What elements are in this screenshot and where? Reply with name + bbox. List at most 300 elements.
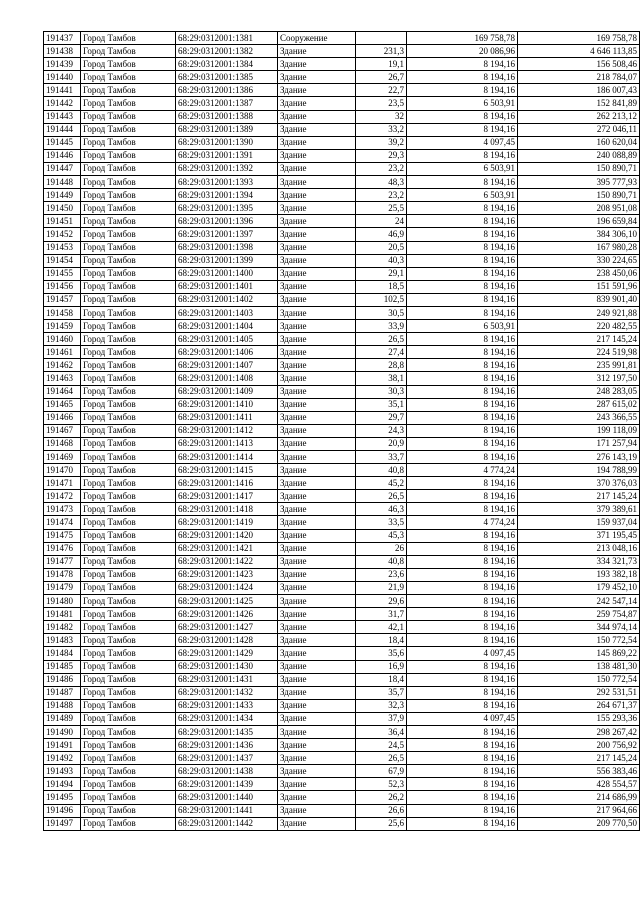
object-type-cell: Здание (278, 280, 356, 293)
object-type-cell: Здание (278, 686, 356, 699)
city-cell: Город Тамбов (81, 529, 176, 542)
cadastral-value-cell: 150 772,54 (518, 673, 640, 686)
cadastral-number-cell: 68:29:0312001:1384 (176, 58, 278, 71)
object-type-cell: Здание (278, 123, 356, 136)
table-row (44, 437, 640, 450)
cadastral-number-cell: 68:29:0312001:1381 (176, 32, 278, 45)
table-row (44, 320, 640, 333)
area-cell: 46,3 (356, 503, 407, 516)
object-type-cell: Здание (278, 608, 356, 621)
row-id-cell: 191477 (44, 555, 81, 568)
city-cell: Город Тамбов (81, 215, 176, 228)
table-row (44, 477, 640, 490)
city-cell: Город Тамбов (81, 712, 176, 725)
city-cell: Город Тамбов (81, 71, 176, 84)
area-cell: 29,3 (356, 149, 407, 162)
object-type-cell: Здание (278, 58, 356, 71)
row-id-cell: 191484 (44, 647, 81, 660)
table-row (44, 581, 640, 594)
cadastral-value-cell: 264 671,37 (518, 699, 640, 712)
cadastral-number-cell: 68:29:0312001:1433 (176, 699, 278, 712)
area-cell: 30,5 (356, 306, 407, 319)
object-type-cell: Здание (278, 791, 356, 804)
city-cell: Город Тамбов (81, 306, 176, 319)
city-cell: Город Тамбов (81, 45, 176, 58)
object-type-cell: Здание (278, 804, 356, 817)
object-type-cell: Здание (278, 241, 356, 254)
unit-value-cell: 6 503,91 (407, 320, 518, 333)
city-cell: Город Тамбов (81, 228, 176, 241)
cadastral-value-cell: 156 508,46 (518, 58, 640, 71)
cadastral-number-cell: 68:29:0312001:1423 (176, 568, 278, 581)
city-cell: Город Тамбов (81, 555, 176, 568)
cadastral-number-cell: 68:29:0312001:1420 (176, 529, 278, 542)
cadastral-value-cell: 312 197,50 (518, 372, 640, 385)
cadastral-value-cell: 160 620,04 (518, 136, 640, 149)
object-type-cell: Здание (278, 254, 356, 267)
city-cell: Город Тамбов (81, 542, 176, 555)
unit-value-cell: 8 194,16 (407, 437, 518, 450)
row-id-cell: 191486 (44, 673, 81, 686)
row-id-cell: 191437 (44, 32, 81, 45)
table-row (44, 647, 640, 660)
cadastral-number-cell: 68:29:0312001:1403 (176, 306, 278, 319)
object-type-cell: Здание (278, 293, 356, 306)
cadastral-value-cell: 384 306,10 (518, 228, 640, 241)
city-cell: Город Тамбов (81, 660, 176, 673)
area-cell: 27,4 (356, 346, 407, 359)
cadastral-value-cell: 259 754,87 (518, 608, 640, 621)
unit-value-cell: 8 194,16 (407, 673, 518, 686)
cadastral-number-cell: 68:29:0312001:1405 (176, 333, 278, 346)
row-id-cell: 191450 (44, 202, 81, 215)
row-id-cell: 191452 (44, 228, 81, 241)
unit-value-cell: 4 774,24 (407, 464, 518, 477)
area-cell: 29,7 (356, 411, 407, 424)
object-type-cell: Здание (278, 516, 356, 529)
unit-value-cell: 8 194,16 (407, 739, 518, 752)
table-row (44, 32, 640, 45)
table-row (44, 189, 640, 202)
cadastral-number-cell: 68:29:0312001:1382 (176, 45, 278, 58)
city-cell: Город Тамбов (81, 581, 176, 594)
row-id-cell: 191468 (44, 437, 81, 450)
object-type-cell: Здание (278, 437, 356, 450)
unit-value-cell: 8 194,16 (407, 228, 518, 241)
unit-value-cell: 6 503,91 (407, 162, 518, 175)
city-cell: Город Тамбов (81, 84, 176, 97)
table-row (44, 424, 640, 437)
city-cell: Город Тамбов (81, 320, 176, 333)
table-row (44, 123, 640, 136)
cadastral-value-cell: 334 321,73 (518, 555, 640, 568)
unit-value-cell: 169 758,78 (407, 32, 518, 45)
row-id-cell: 191471 (44, 477, 81, 490)
cadastral-value-cell: 220 482,55 (518, 320, 640, 333)
row-id-cell: 191485 (44, 660, 81, 673)
row-id-cell: 191474 (44, 516, 81, 529)
table-row (44, 215, 640, 228)
cadastral-number-cell: 68:29:0312001:1424 (176, 581, 278, 594)
cadastral-value-cell: 238 450,06 (518, 267, 640, 280)
object-type-cell: Здание (278, 189, 356, 202)
row-id-cell: 191463 (44, 372, 81, 385)
cadastral-value-cell: 839 901,40 (518, 293, 640, 306)
city-cell: Город Тамбов (81, 451, 176, 464)
city-cell: Город Тамбов (81, 149, 176, 162)
cadastral-number-cell: 68:29:0312001:1392 (176, 162, 278, 175)
unit-value-cell: 8 194,16 (407, 215, 518, 228)
table-row (44, 725, 640, 738)
area-cell: 26,5 (356, 333, 407, 346)
cadastral-value-cell: 330 224,65 (518, 254, 640, 267)
unit-value-cell: 8 194,16 (407, 176, 518, 189)
unit-value-cell: 8 194,16 (407, 398, 518, 411)
table-row (44, 241, 640, 254)
cadastral-value-cell: 217 145,24 (518, 333, 640, 346)
cadastral-value-cell: 344 974,14 (518, 621, 640, 634)
unit-value-cell: 8 194,16 (407, 267, 518, 280)
cadastral-number-cell: 68:29:0312001:1408 (176, 372, 278, 385)
unit-value-cell: 4 097,45 (407, 136, 518, 149)
row-id-cell: 191483 (44, 634, 81, 647)
object-type-cell: Здание (278, 595, 356, 608)
cadastral-value-cell: 150 890,71 (518, 162, 640, 175)
cadastral-number-cell: 68:29:0312001:1421 (176, 542, 278, 555)
city-cell: Город Тамбов (81, 765, 176, 778)
row-id-cell: 191488 (44, 699, 81, 712)
area-cell: 23,5 (356, 97, 407, 110)
cadastral-value-cell: 167 980,28 (518, 241, 640, 254)
city-cell: Город Тамбов (81, 490, 176, 503)
row-id-cell: 191489 (44, 712, 81, 725)
area-cell: 33,7 (356, 451, 407, 464)
object-type-cell: Здание (278, 712, 356, 725)
table-row (44, 176, 640, 189)
cadastral-value-cell: 159 937,04 (518, 516, 640, 529)
cadastral-number-cell: 68:29:0312001:1385 (176, 71, 278, 84)
table-row (44, 634, 640, 647)
city-cell: Город Тамбов (81, 621, 176, 634)
cadastral-number-cell: 68:29:0312001:1391 (176, 149, 278, 162)
area-cell: 40,8 (356, 555, 407, 568)
cadastral-number-cell: 68:29:0312001:1395 (176, 202, 278, 215)
cadastral-value-cell: 169 758,78 (518, 32, 640, 45)
object-type-cell: Здание (278, 673, 356, 686)
city-cell: Город Тамбов (81, 254, 176, 267)
row-id-cell: 191465 (44, 398, 81, 411)
cadastral-number-cell: 68:29:0312001:1396 (176, 215, 278, 228)
table-row (44, 568, 640, 581)
unit-value-cell: 8 194,16 (407, 660, 518, 673)
city-cell: Город Тамбов (81, 516, 176, 529)
city-cell: Город Тамбов (81, 359, 176, 372)
cadastral-number-cell: 68:29:0312001:1417 (176, 490, 278, 503)
city-cell: Город Тамбов (81, 503, 176, 516)
unit-value-cell: 8 194,16 (407, 634, 518, 647)
area-cell: 30,3 (356, 385, 407, 398)
city-cell: Город Тамбов (81, 464, 176, 477)
cadastral-number-cell: 68:29:0312001:1431 (176, 673, 278, 686)
area-cell: 231,3 (356, 45, 407, 58)
row-id-cell: 191490 (44, 725, 81, 738)
cadastral-number-cell: 68:29:0312001:1388 (176, 110, 278, 123)
area-cell: 45,2 (356, 477, 407, 490)
object-type-cell: Здание (278, 346, 356, 359)
table-row (44, 542, 640, 555)
table-row (44, 529, 640, 542)
cadastral-number-cell: 68:29:0312001:1436 (176, 739, 278, 752)
city-cell: Город Тамбов (81, 333, 176, 346)
cadastral-value-cell: 242 547,14 (518, 595, 640, 608)
unit-value-cell: 4 774,24 (407, 516, 518, 529)
object-type-cell: Здание (278, 529, 356, 542)
area-cell: 42,1 (356, 621, 407, 634)
area-cell: 26,5 (356, 490, 407, 503)
table-row (44, 71, 640, 84)
unit-value-cell: 8 194,16 (407, 791, 518, 804)
unit-value-cell: 8 194,16 (407, 699, 518, 712)
table-row (44, 110, 640, 123)
cadastral-value-cell: 151 591,96 (518, 280, 640, 293)
object-type-cell: Здание (278, 568, 356, 581)
area-cell: 29,6 (356, 595, 407, 608)
cadastral-number-cell: 68:29:0312001:1430 (176, 660, 278, 673)
cadastral-value-cell: 208 951,08 (518, 202, 640, 215)
unit-value-cell: 8 194,16 (407, 621, 518, 634)
table-row (44, 333, 640, 346)
area-cell: 25,6 (356, 817, 407, 830)
row-id-cell: 191476 (44, 542, 81, 555)
unit-value-cell: 8 194,16 (407, 752, 518, 765)
row-id-cell: 191446 (44, 149, 81, 162)
object-type-cell: Здание (278, 725, 356, 738)
row-id-cell: 191449 (44, 189, 81, 202)
row-id-cell: 191462 (44, 359, 81, 372)
cadastral-value-cell: 276 143,19 (518, 451, 640, 464)
row-id-cell: 191439 (44, 58, 81, 71)
cadastral-value-cell: 186 007,43 (518, 84, 640, 97)
table-row (44, 595, 640, 608)
cadastral-number-cell: 68:29:0312001:1410 (176, 398, 278, 411)
cadastral-value-cell: 193 382,18 (518, 568, 640, 581)
row-id-cell: 191473 (44, 503, 81, 516)
unit-value-cell: 8 194,16 (407, 817, 518, 830)
city-cell: Город Тамбов (81, 189, 176, 202)
row-id-cell: 191475 (44, 529, 81, 542)
row-id-cell: 191497 (44, 817, 81, 830)
area-cell: 24,3 (356, 424, 407, 437)
city-cell: Город Тамбов (81, 136, 176, 149)
object-type-cell: Здание (278, 424, 356, 437)
row-id-cell: 191492 (44, 752, 81, 765)
city-cell: Город Тамбов (81, 595, 176, 608)
object-type-cell: Здание (278, 765, 356, 778)
cadastral-value-cell: 4 646 113,85 (518, 45, 640, 58)
area-cell: 33,2 (356, 123, 407, 136)
cadastral-number-cell: 68:29:0312001:1412 (176, 424, 278, 437)
row-id-cell: 191491 (44, 739, 81, 752)
cadastral-value-cell: 213 048,16 (518, 542, 640, 555)
unit-value-cell: 4 097,45 (407, 647, 518, 660)
area-cell: 22,7 (356, 84, 407, 97)
unit-value-cell: 8 194,16 (407, 58, 518, 71)
row-id-cell: 191455 (44, 267, 81, 280)
city-cell: Город Тамбов (81, 699, 176, 712)
row-id-cell: 191443 (44, 110, 81, 123)
cadastral-number-cell: 68:29:0312001:1387 (176, 97, 278, 110)
cadastral-value-cell: 224 519,98 (518, 346, 640, 359)
area-cell (356, 32, 407, 45)
cadastral-value-cell: 292 531,51 (518, 686, 640, 699)
unit-value-cell: 8 194,16 (407, 293, 518, 306)
unit-value-cell: 6 503,91 (407, 97, 518, 110)
area-cell: 26 (356, 542, 407, 555)
cadastral-number-cell: 68:29:0312001:1427 (176, 621, 278, 634)
row-id-cell: 191482 (44, 621, 81, 634)
area-cell: 40,3 (356, 254, 407, 267)
area-cell: 38,1 (356, 372, 407, 385)
unit-value-cell: 8 194,16 (407, 568, 518, 581)
cadastral-number-cell: 68:29:0312001:1414 (176, 451, 278, 464)
city-cell: Город Тамбов (81, 739, 176, 752)
area-cell: 33,5 (356, 516, 407, 529)
cadastral-value-cell: 370 376,03 (518, 477, 640, 490)
object-type-cell: Здание (278, 202, 356, 215)
object-type-cell: Здание (278, 660, 356, 673)
cadastral-value-cell: 287 615,02 (518, 398, 640, 411)
unit-value-cell: 8 194,16 (407, 595, 518, 608)
area-cell: 35,7 (356, 686, 407, 699)
area-cell: 24,5 (356, 739, 407, 752)
cadastral-number-cell: 68:29:0312001:1434 (176, 712, 278, 725)
table-row (44, 306, 640, 319)
area-cell: 45,3 (356, 529, 407, 542)
unit-value-cell: 8 194,16 (407, 725, 518, 738)
city-cell: Город Тамбов (81, 608, 176, 621)
unit-value-cell: 8 194,16 (407, 254, 518, 267)
cadastral-number-cell: 68:29:0312001:1428 (176, 634, 278, 647)
cadastral-value-cell: 249 921,88 (518, 306, 640, 319)
city-cell: Город Тамбов (81, 634, 176, 647)
unit-value-cell: 4 097,45 (407, 712, 518, 725)
unit-value-cell: 8 194,16 (407, 477, 518, 490)
cadastral-value-cell: 152 841,89 (518, 97, 640, 110)
table-row (44, 804, 640, 817)
cadastral-value-cell: 556 383,46 (518, 765, 640, 778)
cadastral-value-cell: 179 452,10 (518, 581, 640, 594)
table-row (44, 555, 640, 568)
city-cell: Город Тамбов (81, 817, 176, 830)
cadastral-value-cell: 199 118,09 (518, 424, 640, 437)
city-cell: Город Тамбов (81, 293, 176, 306)
area-cell: 36,4 (356, 725, 407, 738)
area-cell: 39,2 (356, 136, 407, 149)
unit-value-cell: 8 194,16 (407, 608, 518, 621)
area-cell: 19,1 (356, 58, 407, 71)
cadastral-value-cell: 217 145,24 (518, 490, 640, 503)
area-cell: 26,5 (356, 752, 407, 765)
city-cell: Город Тамбов (81, 477, 176, 490)
cadastral-value-cell: 298 267,42 (518, 725, 640, 738)
object-type-cell: Здание (278, 451, 356, 464)
object-type-cell: Здание (278, 149, 356, 162)
table-row (44, 136, 640, 149)
unit-value-cell: 8 194,16 (407, 372, 518, 385)
object-type-cell: Здание (278, 477, 356, 490)
cadastral-value-cell: 155 293,36 (518, 712, 640, 725)
object-type-cell: Здание (278, 97, 356, 110)
table-row (44, 293, 640, 306)
object-type-cell: Здание (278, 385, 356, 398)
table-row (44, 765, 640, 778)
table-row (44, 202, 640, 215)
row-id-cell: 191472 (44, 490, 81, 503)
city-cell: Город Тамбов (81, 398, 176, 411)
area-cell: 35,6 (356, 647, 407, 660)
unit-value-cell: 8 194,16 (407, 424, 518, 437)
cadastral-number-cell: 68:29:0312001:1441 (176, 804, 278, 817)
cadastral-value-cell: 196 659,84 (518, 215, 640, 228)
object-type-cell: Здание (278, 778, 356, 791)
city-cell: Город Тамбов (81, 568, 176, 581)
city-cell: Город Тамбов (81, 280, 176, 293)
table-row (44, 97, 640, 110)
object-type-cell: Сооружение (278, 32, 356, 45)
area-cell: 33,9 (356, 320, 407, 333)
cadastral-number-cell: 68:29:0312001:1409 (176, 385, 278, 398)
object-type-cell: Здание (278, 372, 356, 385)
area-cell: 48,3 (356, 176, 407, 189)
row-id-cell: 191496 (44, 804, 81, 817)
row-id-cell: 191478 (44, 568, 81, 581)
cadastral-value-cell: 379 389,61 (518, 503, 640, 516)
object-type-cell: Здание (278, 739, 356, 752)
unit-value-cell: 8 194,16 (407, 280, 518, 293)
area-cell: 32 (356, 110, 407, 123)
cadastral-number-cell: 68:29:0312001:1429 (176, 647, 278, 660)
row-id-cell: 191470 (44, 464, 81, 477)
area-cell: 29,1 (356, 267, 407, 280)
row-id-cell: 191442 (44, 97, 81, 110)
cadastral-value-cell: 218 784,07 (518, 71, 640, 84)
object-type-cell: Здание (278, 320, 356, 333)
row-id-cell: 191460 (44, 333, 81, 346)
table-row (44, 149, 640, 162)
table-row (44, 778, 640, 791)
row-id-cell: 191481 (44, 608, 81, 621)
area-cell: 16,9 (356, 660, 407, 673)
table-row (44, 346, 640, 359)
row-id-cell: 191458 (44, 306, 81, 319)
area-cell: 32,3 (356, 699, 407, 712)
row-id-cell: 191456 (44, 280, 81, 293)
cadastral-value-cell: 262 213,12 (518, 110, 640, 123)
area-cell: 23,6 (356, 568, 407, 581)
table-row (44, 84, 640, 97)
city-cell: Город Тамбов (81, 202, 176, 215)
area-cell: 18,4 (356, 634, 407, 647)
unit-value-cell: 8 194,16 (407, 503, 518, 516)
table-row (44, 660, 640, 673)
cadastral-value-cell: 200 756,92 (518, 739, 640, 752)
area-cell: 21,9 (356, 581, 407, 594)
city-cell: Город Тамбов (81, 437, 176, 450)
cadastral-number-cell: 68:29:0312001:1402 (176, 293, 278, 306)
table-row (44, 608, 640, 621)
row-id-cell: 191441 (44, 84, 81, 97)
cadastral-value-table (43, 31, 640, 831)
